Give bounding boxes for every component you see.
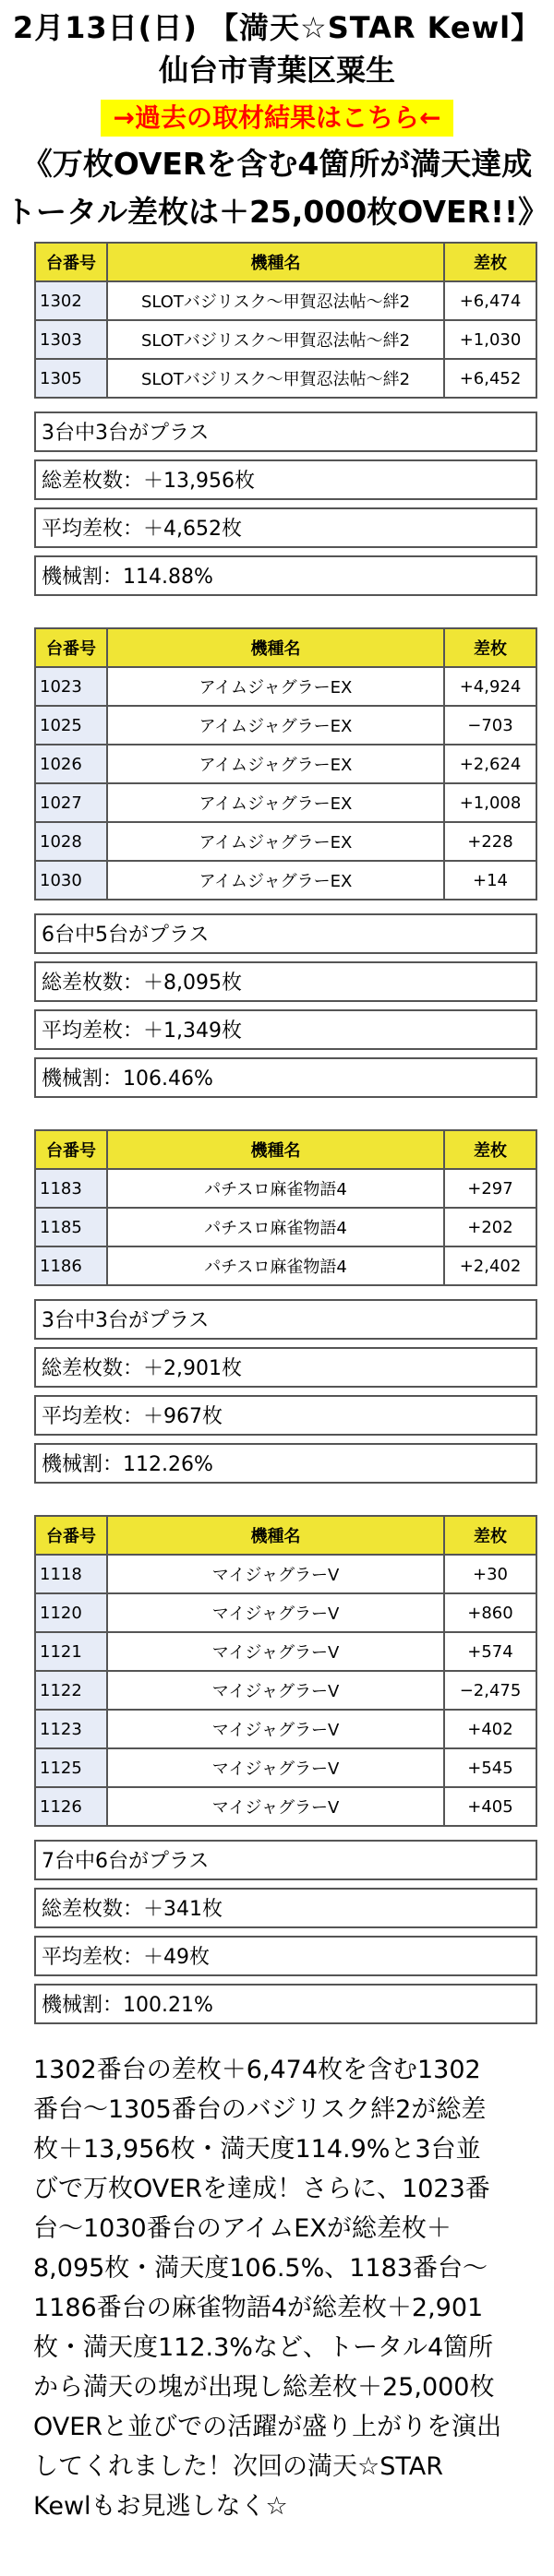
coin-difference: −2,475 <box>444 1671 536 1710</box>
header-machine: 機種名 <box>107 1130 444 1169</box>
summary-text <box>33 2050 532 2526</box>
coin-difference: +402 <box>444 1710 536 1748</box>
summary-line: 枚・満天度112.3%など、トータル4箇所 <box>33 2333 494 2362</box>
header-machine: 機種名 <box>107 628 444 667</box>
coin-difference: +860 <box>444 1593 536 1632</box>
result-group <box>0 627 554 1098</box>
machine-name: アイムジャグラーEX <box>107 667 444 706</box>
machine-number: 1118 <box>35 1555 107 1593</box>
table-row <box>35 320 536 359</box>
machine-name: パチスロ麻雀物語4 <box>107 1246 444 1285</box>
headline-line-1: 《万枚OVERを含む4箇所が満天達成 <box>21 146 533 182</box>
table-header-row <box>35 1516 536 1555</box>
coin-difference: +545 <box>444 1748 536 1787</box>
page-title: 2月13日(日) 【満天☆STAR Kewl】 <box>12 10 542 45</box>
table-header-row <box>35 628 536 667</box>
machine-name: アイムジャグラーEX <box>107 783 444 822</box>
result-group <box>0 242 554 596</box>
table-row <box>35 1787 536 1826</box>
table-row <box>35 1208 536 1246</box>
machine-name: マイジャグラーV <box>107 1555 444 1593</box>
machine-number: 1025 <box>35 706 107 745</box>
table-header-row <box>35 1130 536 1169</box>
table-row <box>35 359 536 398</box>
stat-box: 平均差枚：＋967枚 <box>34 1395 537 1436</box>
machine-name: アイムジャグラーEX <box>107 822 444 861</box>
machine-number: 1122 <box>35 1671 107 1710</box>
machine-name: マイジャグラーV <box>107 1710 444 1748</box>
coin-difference: +2,402 <box>444 1246 536 1285</box>
results-table <box>34 627 537 900</box>
machine-number: 1125 <box>35 1748 107 1787</box>
stat-box: 機械割：100.21% <box>34 1984 537 2024</box>
machine-name: パチスロ麻雀物語4 <box>107 1208 444 1246</box>
machine-name: マイジャグラーV <box>107 1593 444 1632</box>
stat-box: 平均差枚：＋1,349枚 <box>34 1009 537 1050</box>
table-row <box>35 783 536 822</box>
summary-line: 1302番台の差枚＋6,474枚を含む1302 <box>33 2056 481 2084</box>
machine-number: 1186 <box>35 1246 107 1285</box>
machine-name: アイムジャグラーEX <box>107 745 444 783</box>
machine-name: マイジャグラーV <box>107 1632 444 1671</box>
coin-difference: +30 <box>444 1555 536 1593</box>
header-machine: 機種名 <box>107 243 444 281</box>
machine-number: 1302 <box>35 281 107 320</box>
machine-name: SLOTバジリスク～甲賀忍法帖～絆2 <box>107 359 444 398</box>
machine-number: 1183 <box>35 1169 107 1208</box>
stat-box: 総差枚数：＋341枚 <box>34 1888 537 1928</box>
table-row <box>35 706 536 745</box>
header-diff: 差枚 <box>444 1130 536 1169</box>
stat-box: 総差枚数：＋8,095枚 <box>34 961 537 1002</box>
coin-difference: +228 <box>444 822 536 861</box>
header-no: 台番号 <box>35 628 107 667</box>
results-groups <box>0 242 554 2024</box>
machine-number: 1185 <box>35 1208 107 1246</box>
coin-difference: +574 <box>444 1632 536 1671</box>
machine-name: マイジャグラーV <box>107 1748 444 1787</box>
machine-number: 1026 <box>35 745 107 783</box>
machine-name: マイジャグラーV <box>107 1671 444 1710</box>
summary-line: してくれました！次回の満天☆STAR <box>33 2452 443 2481</box>
summary-line: から満天の塊が出現し総差枚＋25,000枚 <box>33 2373 495 2402</box>
coin-difference: +4,924 <box>444 667 536 706</box>
machine-number: 1030 <box>35 861 107 900</box>
machine-number: 1121 <box>35 1632 107 1671</box>
stat-box: 総差枚数：＋2,901枚 <box>34 1347 537 1388</box>
table-row <box>35 1710 536 1748</box>
table-row <box>35 1632 536 1671</box>
result-group <box>0 1129 554 1484</box>
header-machine: 機種名 <box>107 1516 444 1555</box>
header-diff: 差枚 <box>444 628 536 667</box>
stat-box: 平均差枚：＋49枚 <box>34 1936 537 1976</box>
stat-box: 機械割：106.46% <box>34 1057 537 1098</box>
summary-line: OVERと並びでの活躍が盛り上がりを演出 <box>33 2413 502 2441</box>
machine-name: SLOTバジリスク～甲賀忍法帖～絆2 <box>107 281 444 320</box>
summary-line: 枚＋13,956枚・満天度114.9%と3台並 <box>33 2135 481 2164</box>
table-row <box>35 1671 536 1710</box>
machine-number: 1126 <box>35 1787 107 1826</box>
coin-difference: +6,452 <box>444 359 536 398</box>
machine-name: アイムジャグラーEX <box>107 861 444 900</box>
stat-box: 3台中3台がプラス <box>34 411 537 452</box>
results-table <box>34 1129 537 1286</box>
stat-box: 6台中5台がプラス <box>34 913 537 954</box>
table-row <box>35 861 536 900</box>
table-row <box>35 1593 536 1632</box>
machine-name: パチスロ麻雀物語4 <box>107 1169 444 1208</box>
header-diff: 差枚 <box>444 1516 536 1555</box>
table-header-row <box>35 243 536 281</box>
summary-line: びで万枚OVERを達成！さらに、1023番 <box>33 2175 490 2203</box>
table-row <box>35 281 536 320</box>
table-row <box>35 745 536 783</box>
results-table <box>34 1515 537 1827</box>
machine-number: 1027 <box>35 783 107 822</box>
header-no: 台番号 <box>35 1516 107 1555</box>
result-group <box>0 1515 554 2024</box>
table-row <box>35 667 536 706</box>
past-results-link[interactable]: →過去の取材結果はこちら← <box>101 100 454 137</box>
coin-difference: +297 <box>444 1169 536 1208</box>
header-no: 台番号 <box>35 243 107 281</box>
header-diff: 差枚 <box>444 243 536 281</box>
results-table <box>34 242 537 399</box>
machine-number: 1303 <box>35 320 107 359</box>
stat-box: 機械割：112.26% <box>34 1443 537 1484</box>
past-results-link-wrap <box>0 100 554 137</box>
summary-line: 1186番台の麻雀物語4が総差枚＋2,901 <box>33 2294 484 2322</box>
coin-difference: +1,008 <box>444 783 536 822</box>
machine-number: 1305 <box>35 359 107 398</box>
table-row <box>35 1748 536 1787</box>
headline <box>0 140 554 236</box>
coin-difference: +1,030 <box>444 320 536 359</box>
stat-box: 機械割：114.88% <box>34 555 537 596</box>
summary-line: 番台～1305番台のバジリスク絆2が総差 <box>33 2095 487 2124</box>
machine-number: 1023 <box>35 667 107 706</box>
machine-number: 1123 <box>35 1710 107 1748</box>
table-row <box>35 1246 536 1285</box>
table-row <box>35 822 536 861</box>
stat-box: 7台中6台がプラス <box>34 1840 537 1880</box>
location-title: 仙台市青葉区粟生 <box>158 53 395 88</box>
machine-name: SLOTバジリスク～甲賀忍法帖～絆2 <box>107 320 444 359</box>
coin-difference: −703 <box>444 706 536 745</box>
coin-difference: +14 <box>444 861 536 900</box>
headline-line-2: トータル差枚は＋25,000枚OVER!!》 <box>5 194 549 230</box>
table-row <box>35 1555 536 1593</box>
stat-box: 平均差枚：＋4,652枚 <box>34 507 537 548</box>
header-no: 台番号 <box>35 1130 107 1169</box>
table-row <box>35 1169 536 1208</box>
machine-number: 1120 <box>35 1593 107 1632</box>
coin-difference: +2,624 <box>444 745 536 783</box>
machine-number: 1028 <box>35 822 107 861</box>
coin-difference: +202 <box>444 1208 536 1246</box>
stat-box: 3台中3台がプラス <box>34 1299 537 1340</box>
summary-line: 台～1030番台のアイムEXが総差枚＋ <box>33 2214 452 2243</box>
machine-name: マイジャグラーV <box>107 1787 444 1826</box>
stat-box: 総差枚数：＋13,956枚 <box>34 459 537 500</box>
coin-difference: +405 <box>444 1787 536 1826</box>
machine-name: アイムジャグラーEX <box>107 706 444 745</box>
summary-line: 8,095枚・満天度106.5%、1183番台～ <box>33 2254 488 2283</box>
coin-difference: +6,474 <box>444 281 536 320</box>
summary-line: Kewlもお見逃しなく☆ <box>33 2492 288 2521</box>
